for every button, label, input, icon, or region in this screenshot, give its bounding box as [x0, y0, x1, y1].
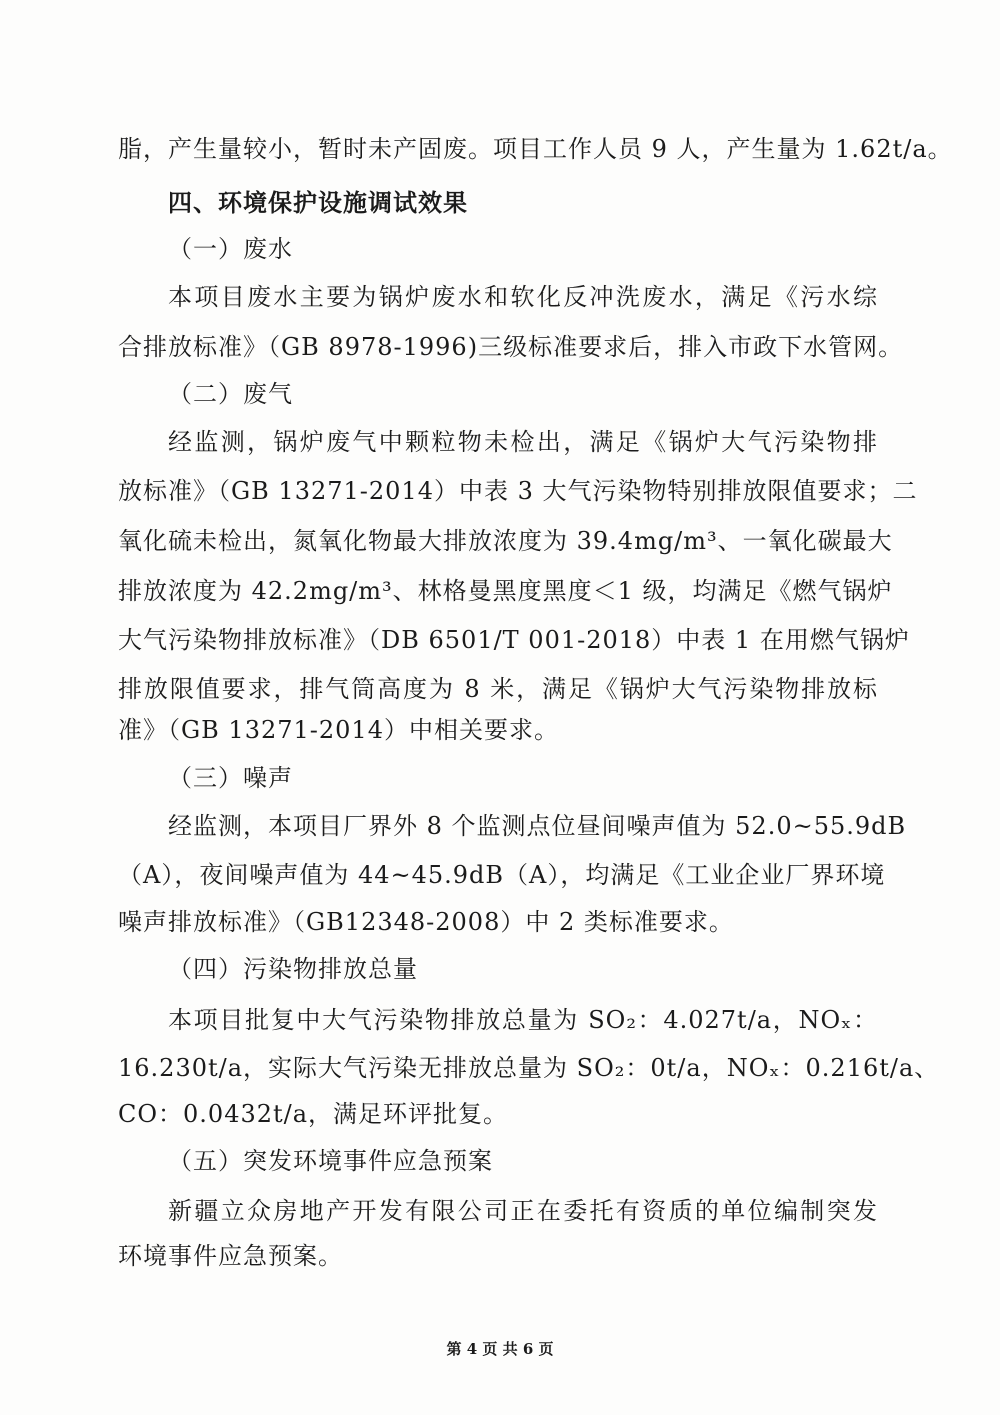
subsection-heading: （五）突发环境事件应急预案 — [168, 1147, 493, 1175]
paragraph-line: 脂，产生量较小，暂时未产固废。项目工作人员 9 人，产生量为 1.62t/a。 — [118, 135, 953, 163]
paragraph-line: 16.230t/a，实际大气污染无排放总量为 SO₂：0t/a，NOₓ：0.216t/a、 — [118, 1054, 940, 1082]
subsection-heading: （三）噪声 — [168, 764, 293, 792]
subsection-heading: （二）废气 — [168, 380, 293, 408]
subsection-heading: （一）废水 — [168, 235, 293, 263]
subsection-heading: （四）污染物排放总量 — [168, 955, 418, 983]
paragraph-line: 准》（GB 13271-2014）中相关要求。 — [118, 716, 559, 744]
paragraph-line: （A），夜间噪声值为 44~45.9dB（A），均满足《工业企业厂界环境 — [118, 861, 886, 889]
page-footer: 第 4 页 共 6 页 — [446, 1340, 554, 1358]
paragraph-line: 噪声排放标准》（GB12348-2008）中 2 类标准要求。 — [118, 908, 734, 936]
paragraph-line: 合排放标准》（GB 8978-1996)三级标准要求后，排入市政下水管网。 — [118, 333, 904, 361]
paragraph-line: 排放限值要求，排气筒高度为 8 米，满足《锅炉大气污染物排放标 — [118, 675, 878, 703]
paragraph-line: CO：0.0432t/a，满足环评批复。 — [118, 1100, 509, 1128]
paragraph-line: 经监测，本项目厂界外 8 个监测点位昼间噪声值为 52.0~55.9dB — [168, 812, 907, 840]
paragraph-line: 本项目废水主要为锅炉废水和软化反冲洗废水，满足《污水综 — [168, 283, 878, 311]
paragraph-line: 大气污染物排放标准》（DB 6501/T 001-2018）中表 1 在用燃气锅炉 — [118, 626, 910, 654]
paragraph-line: 本项目批复中大气污染物排放总量为 SO₂：4.027t/a，NOₓ： — [168, 1006, 878, 1034]
paragraph-line: 氧化硫未检出，氮氧化物最大排放浓度为 39.4mg/m³、一氧化碳最大 — [118, 527, 893, 555]
paragraph-line: 经监测，锅炉废气中颗粒物未检出，满足《锅炉大气污染物排 — [168, 428, 878, 456]
section-heading: 四、环境保护设施调试效果 — [168, 188, 468, 217]
paragraph-line: 放标准》（GB 13271-2014）中表 3 大气污染物特别排放限值要求；二 — [118, 477, 918, 505]
paragraph-line: 环境事件应急预案。 — [118, 1242, 343, 1270]
paragraph-line: 新疆立众房地产开发有限公司正在委托有资质的单位编制突发 — [168, 1197, 878, 1225]
paragraph-line: 排放浓度为 42.2mg/m³、林格曼黑度黑度＜1 级，均满足《燃气锅炉 — [118, 577, 893, 605]
